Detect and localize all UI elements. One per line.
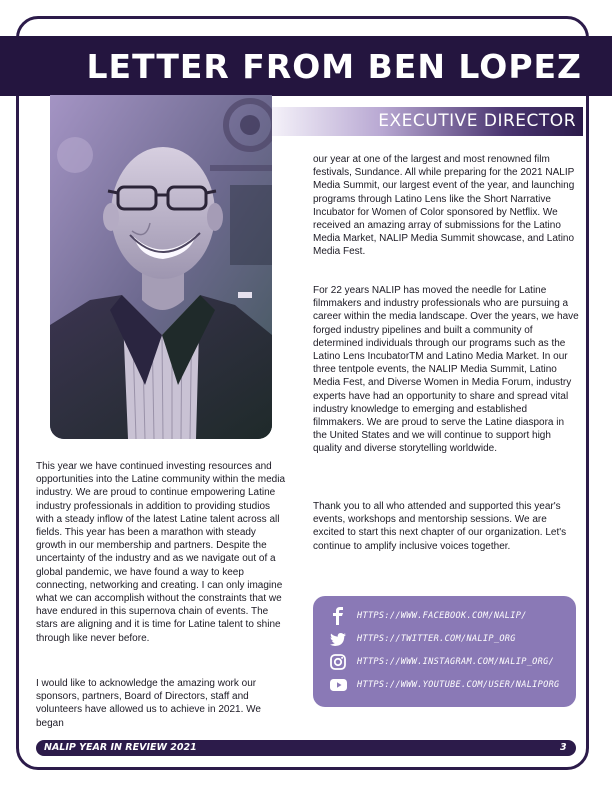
left-paragraph-1: This year we have continued investing resources and opportunities into the Latine community within the media industry. We are proud to continue empowering Latine industry professionals in addition to providing studios with a steady inflow of the latest Latine talent across all fields. This year has been a marathon with steady growth in our membership and partners. Despite the uncertainty of the industry and as we navigate out of a global pandemic, we have found a way to keep connecting, networking and creating. I can only imagine what we can accomplish without the constraints that we have endured in this supernova chain of events. The stars are aligning and it is time for Latine talent to shine through like never before. <box>36 461 286 644</box>
youtube-icon <box>327 675 349 695</box>
facebook-icon <box>327 606 349 626</box>
facebook-link[interactable]: HTTPS://WWW.FACEBOOK.COM/NALIP/ <box>357 611 527 621</box>
twitter-icon <box>327 629 349 649</box>
social-links-box <box>313 596 576 707</box>
left-paragraph-2: I would like to acknowledge the amazing work our sponsors, partners, Board of Directors, staff and volunteers have allowed us to achieve in 2021. We began <box>36 678 261 729</box>
page-number: 3 <box>560 742 567 753</box>
social-link-youtube[interactable] <box>327 675 560 695</box>
page-title: LETTER FROM BEN LOPEZ <box>86 47 582 86</box>
instagram-icon <box>327 652 349 672</box>
portrait-photo <box>50 95 272 439</box>
page-subtitle: EXECUTIVE DIRECTOR <box>378 111 576 131</box>
right-paragraph-1: our year at one of the largest and most renowned film festivals, Sundance. All while preparing for the 2021 NALIP Media Summit, our largest event of the year, and launching programs through Latino Lens like the Short Narrative Incubator for Women of Color sponsored by Netflix. We received an amazing array of submissions for the Latino Media Market, NALIP Media Summit showcase, and Latino Media Fest. <box>313 154 575 258</box>
twitter-link[interactable]: HTTPS://TWITTER.COM/NALIP_ORG <box>357 634 516 644</box>
social-link-instagram[interactable] <box>327 652 554 672</box>
right-paragraph-2: For 22 years NALIP has moved the needle for Latine filmmakers and industry professionals who are pursuing a career within the media landscape. Over the years, we have forged industry pipelines and built a community of determined individuals through our programs such as the Latino Lens IncubatorTM and Latino Media Market. In our three tentpole events, the NALIP Media Summit, Latino Media Fest, and Diverse Women in Media Forum, industry experts have had an opportunity to share and spread vital industry knowledge to emerging and established filmmakers. We are proud to serve the Latine diaspora in the United States and we will continue to support high quality and diverse storytelling worldwide. <box>313 285 579 455</box>
footer-publication-title: NALIP YEAR IN REVIEW 2021 <box>44 742 197 753</box>
portrait-illustration <box>50 95 272 439</box>
instagram-link[interactable]: HTTPS://WWW.INSTAGRAM.COM/NALIP_ORG/ <box>357 657 555 667</box>
youtube-link[interactable]: HTTPS://WWW.YOUTUBE.COM/USER/NALIPORG <box>357 680 560 690</box>
social-link-facebook[interactable] <box>327 606 527 626</box>
right-paragraph-3: Thank you to all who attended and supported this year's events, workshops and mentorship sessions. We are excited to start this next chapter of our organization. Let's continue to amplify inclusive voices together. <box>313 501 567 552</box>
social-link-twitter[interactable] <box>327 629 516 649</box>
